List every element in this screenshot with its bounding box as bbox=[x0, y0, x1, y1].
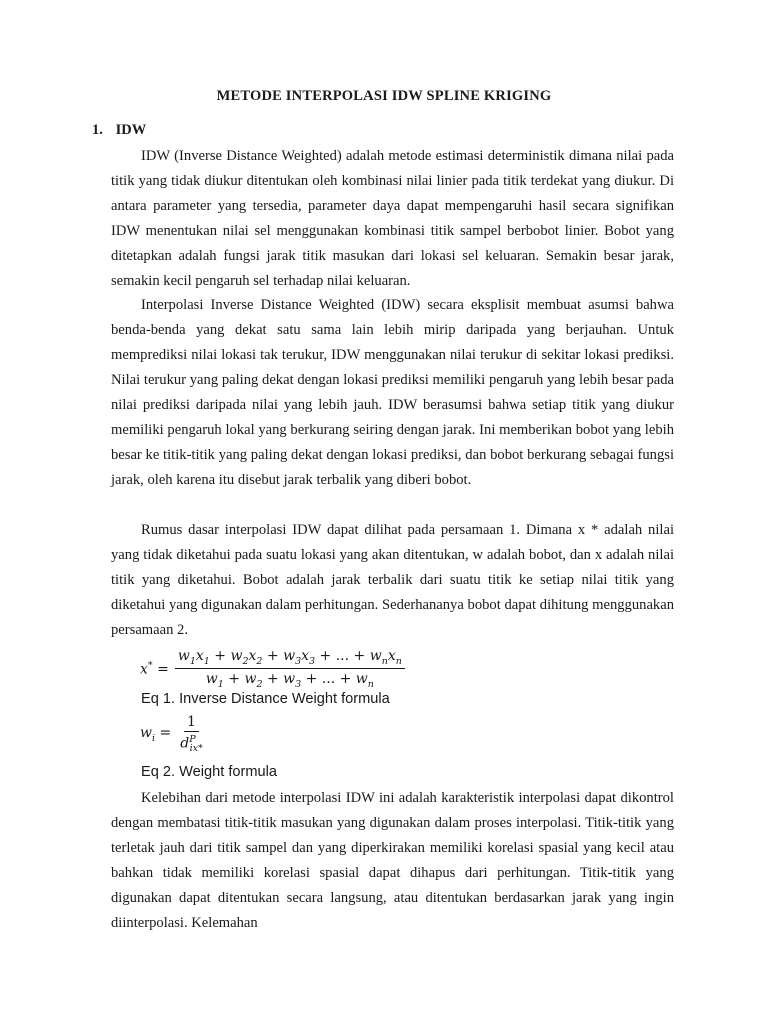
section-heading bbox=[92, 122, 146, 139]
paragraph-2: Interpolasi Inverse Distance Weighted (IDW) secara eksplisit membuat asumsi bahwa benda-benda yang dekat satu sama lain lebih mirip daripada yang berjauhan. Untuk memprediksi nilai lokasi tak terukur, IDW menggunakan nilai terukur di sekitar lokasi prediksi. Nilai terukur yang paling dekat dengan lokasi prediksi memiliki pengaruh yang lebih besar pada nilai prediksi daripada nilai yang lebih jauh. IDW berasumsi bahwa setiap titik yang diukur memiliki pengaruh lokal yang berkurang seiring dengan jarak. Ini memberikan bobot yang lebih besar ke titik-titik yang paling dekat dengan lokasi prediksi, dan bobot berkurang sebagai fungsi jarak, oleh karena itu disebut jarak terbalik yang diberi bobot. bbox=[111, 297, 674, 488]
equation-2-caption: Eq 2. Weight formula bbox=[141, 764, 278, 780]
equation-2 bbox=[140, 714, 206, 754]
equation-2-fraction bbox=[177, 714, 206, 754]
equation-1 bbox=[140, 648, 405, 690]
equation-1-caption: Eq 1. Inverse Distance Weight formula bbox=[141, 691, 390, 707]
equation-1-denominator: $w_1 + w_2 + w_3$ + ... + $w_n$ bbox=[205, 670, 374, 690]
equation-1-numerator: $w_1x_1 + w_2x_2 + w_3x_3$ + ... + $w_nx_n$ bbox=[175, 648, 405, 669]
equation-2-numerator: 1 bbox=[184, 714, 199, 732]
document-title: METODE INTERPOLASI IDW SPLINE KRIGING bbox=[216, 88, 552, 104]
equation-2-denominator: $d^P_{ix*}$ bbox=[180, 734, 203, 755]
section-number: 1. bbox=[92, 122, 103, 138]
paragraph-3: Rumus dasar interpolasi IDW dapat dilihat pada persamaan 1. Dimana x * adalah nilai yang tidak diketahui pada suatu lokasi yang akan ditentukan, w adalah bobot, dan x adalah nilai titik yang diketahui. Bobot adalah jarak terbalik dari suatu titik ke setiap nilai titik yang diketahui yang digunakan dalam perhitungan. Sederhananya bobot dapat dihitung menggunakan persamaan 2. bbox=[111, 522, 674, 638]
equation-2-lhs: $w_i$ = bbox=[140, 724, 172, 744]
paragraph-1: IDW (Inverse Distance Weighted) adalah metode estimasi deterministik dimana nilai pada titik yang tidak diukur ditentukan oleh kombinasi nilai linier pada titik terdekat yang diukur. Di antara parameter yang tersedia, parameter daya dapat mempengaruhi hasil secara signifikan IDW menentukan nilai sel menggunakan kombinasi titik sampel berbobot linier. Bobot yang ditetapkan adalah fungsi jarak titik masukan dari lokasi sel keluaran. Semakin besar jarak, semakin kecil pengaruh sel terhadap nilai keluaran. bbox=[111, 148, 674, 289]
paragraph-4: Kelebihan dari metode interpolasi IDW ini adalah karakteristik interpolasi dapat dikontrol dengan membatasi titik-titik masukan yang digunakan dalam proses interpolasi. Titik-titik yang terletak jauh dari titik sampel dan yang diperkirakan memiliki korelasi spasial yang kecil atau bahkan tidak memiliki korelasi spasial dapat dihapus dari perhitungan. Titik-titik yang digunakan dapat ditentukan secara langsung, atau ditentukan berdasarkan jarak yang ingin diinterpolasi. Kelemahan bbox=[111, 790, 674, 931]
section-title: IDW bbox=[115, 122, 147, 138]
equation-1-lhs: x* = bbox=[140, 659, 169, 678]
equation-1-fraction bbox=[175, 648, 405, 690]
